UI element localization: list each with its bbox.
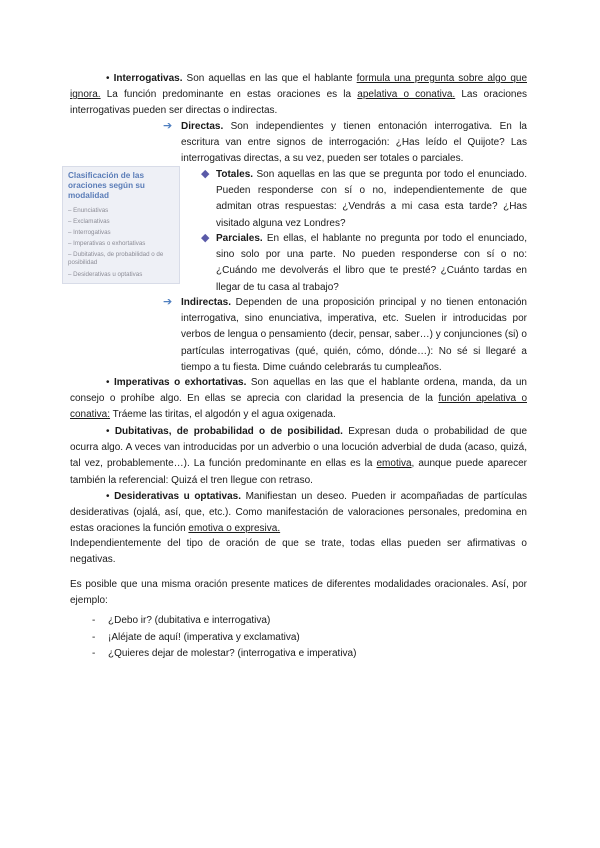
section-title: Imperativas o exhortativas. — [114, 377, 247, 388]
body-text: Son aquellas en las que el hablante ordena, manda, da un consejo o prohíbe algo. En ellas se aprecia con claridad la presencia de la — [70, 377, 527, 405]
body-text: Expresan duda o probabilidad de que ocurra algo. A veces van introducidas por un adverbio o una locución adverbial de duda (acaso, quizá, tal vez, probablemente…). La función predominante en ellas es la — [70, 426, 528, 470]
body-text: Son aquellas en las que el hablante — [182, 73, 357, 84]
diamond-bullet-icon: ◆ — [201, 168, 210, 180]
directas-paragraph — [181, 119, 527, 168]
dubitativas-paragraph — [70, 424, 527, 489]
section-title: Indirectas. — [181, 297, 232, 308]
sidebox-title: Clasificación de las oraciones según su modalidad — [68, 171, 145, 200]
sidebox-item: – Desiderativas u optativas — [68, 271, 143, 278]
paragraph-ejemplos: Es posible que una misma oración presente matices de diferentes modalidades oracionales. Así, por ejemplo: — [70, 579, 527, 607]
body-text: Son aquellas en las que se pregunta por todo el enunciado. Pueden responderse con sí o no, independientemente de que admitan otras respuestas: ¿Vendrás a mi casa esta tarde? ¿Has visitado alguna vez Londres? — [216, 169, 527, 229]
section-title: Dubitativas, de probabilidad o de posibilidad. — [114, 426, 343, 437]
desiderativas-paragraph — [70, 489, 527, 538]
bullet: • — [106, 377, 110, 388]
sidebox-item: – Imperativas o exhortativas — [68, 240, 146, 247]
list-dash: - — [92, 631, 96, 643]
list-dash: - — [92, 648, 96, 659]
body-text: En ellas, el hablante no pregunta por todo el enunciado, sino solo por una parte. No pueden responderse con sí o no: ¿Cuándo me devolverás el libro que te presté? ¿Cuánto tardas en llegar de tu casa al trabajo? — [216, 233, 527, 293]
body-text: La función predominante en estas oraciones es la — [100, 89, 358, 101]
list-item-text: ¿Debo ir? (dubitativa e interrogativa) — [108, 615, 271, 626]
sidebox-item: – Interrogativas — [68, 229, 111, 236]
sidebox-item: – Dubitativas, de probabilidad o de posibilidad — [68, 251, 164, 266]
arrow-right-icon: ➔ — [163, 120, 173, 132]
body-text: Las oraciones interrogativas pueden ser directas o indirectas. — [70, 89, 528, 117]
list-item-text: ¡Aléjate de aquí! (imperativa y exclamativa) — [108, 631, 300, 643]
underlined-text: apelativa o conativa. — [357, 89, 456, 101]
sidebox-item: – Enunciativas — [68, 207, 109, 214]
body-text: Son independientes y tienen entonación interrogativa. En la escritura van entre signos de interrogación: ¿Has leído el Quijote? Las interrogativas directas, a su vez, pueden ser totales o parciales. — [181, 121, 527, 165]
underlined-text: emotiva — [376, 458, 412, 470]
sidebox-item: – Exclamativas — [68, 218, 110, 225]
section-title: Desiderativas u optativas. — [114, 491, 242, 502]
interrogativas-paragraph — [70, 71, 527, 120]
list-item-text: ¿Quieres dejar de molestar? (interrogativa e imperativa) — [108, 648, 357, 659]
imperativas-paragraph — [70, 375, 527, 424]
section-title: Interrogativas. — [113, 73, 183, 84]
list-dash: - — [92, 615, 96, 626]
indirectas-paragraph — [181, 295, 527, 376]
totales-paragraph — [216, 167, 527, 232]
arrow-right-icon: ➔ — [163, 296, 173, 308]
section-title: Parciales. — [216, 233, 263, 244]
underlined-text: emotiva o expresiva. — [188, 523, 281, 535]
bullet: • — [106, 73, 110, 84]
body-text: , aunque puede aparecer también la referencial: Quizá el tren llegue con retraso. — [70, 458, 528, 486]
body-text: Dependen de una proposición principal y no tienen entonación interrogativa, sino enunciativa, imperativa, etc. Suelen ir introducidas por verbos de lengua o pensamiento (decir, pensar, saber…) y conjunciones (si) o partículas interrogativas (qué, quién, cómo, dónde…): No sé si llegaré a tiempo a tu fiesta. Dime cuándo celebrarás tu cumpleaños. — [181, 297, 527, 373]
diamond-bullet-icon: ◆ — [201, 232, 210, 244]
underlined-text: formula una pregunta sobre algo que ignora. — [70, 73, 527, 101]
underlined-text: función apelativa o conativa: — [70, 393, 527, 421]
paragraph-afirmativas: Independientemente del tipo de oración de que se trate, todas ellas pueden ser afirmativas o negativas. — [70, 538, 527, 566]
section-title: Directas. — [181, 121, 224, 132]
body-text: Manifiestan un deseo. Pueden ir acompañadas de partículas desiderativas (ojalá, así, que, etc.). Como manifestación de valoraciones personales, predomina en estas oraciones la función — [70, 491, 528, 535]
body-text: Tráeme las tiritas, el algodón y el agua oxigenada. — [110, 409, 336, 421]
parciales-paragraph — [216, 231, 527, 296]
bullet: • — [106, 491, 110, 502]
section-title: Totales. — [216, 169, 254, 180]
classification-sidebox — [62, 166, 180, 284]
bullet: • — [106, 426, 110, 437]
